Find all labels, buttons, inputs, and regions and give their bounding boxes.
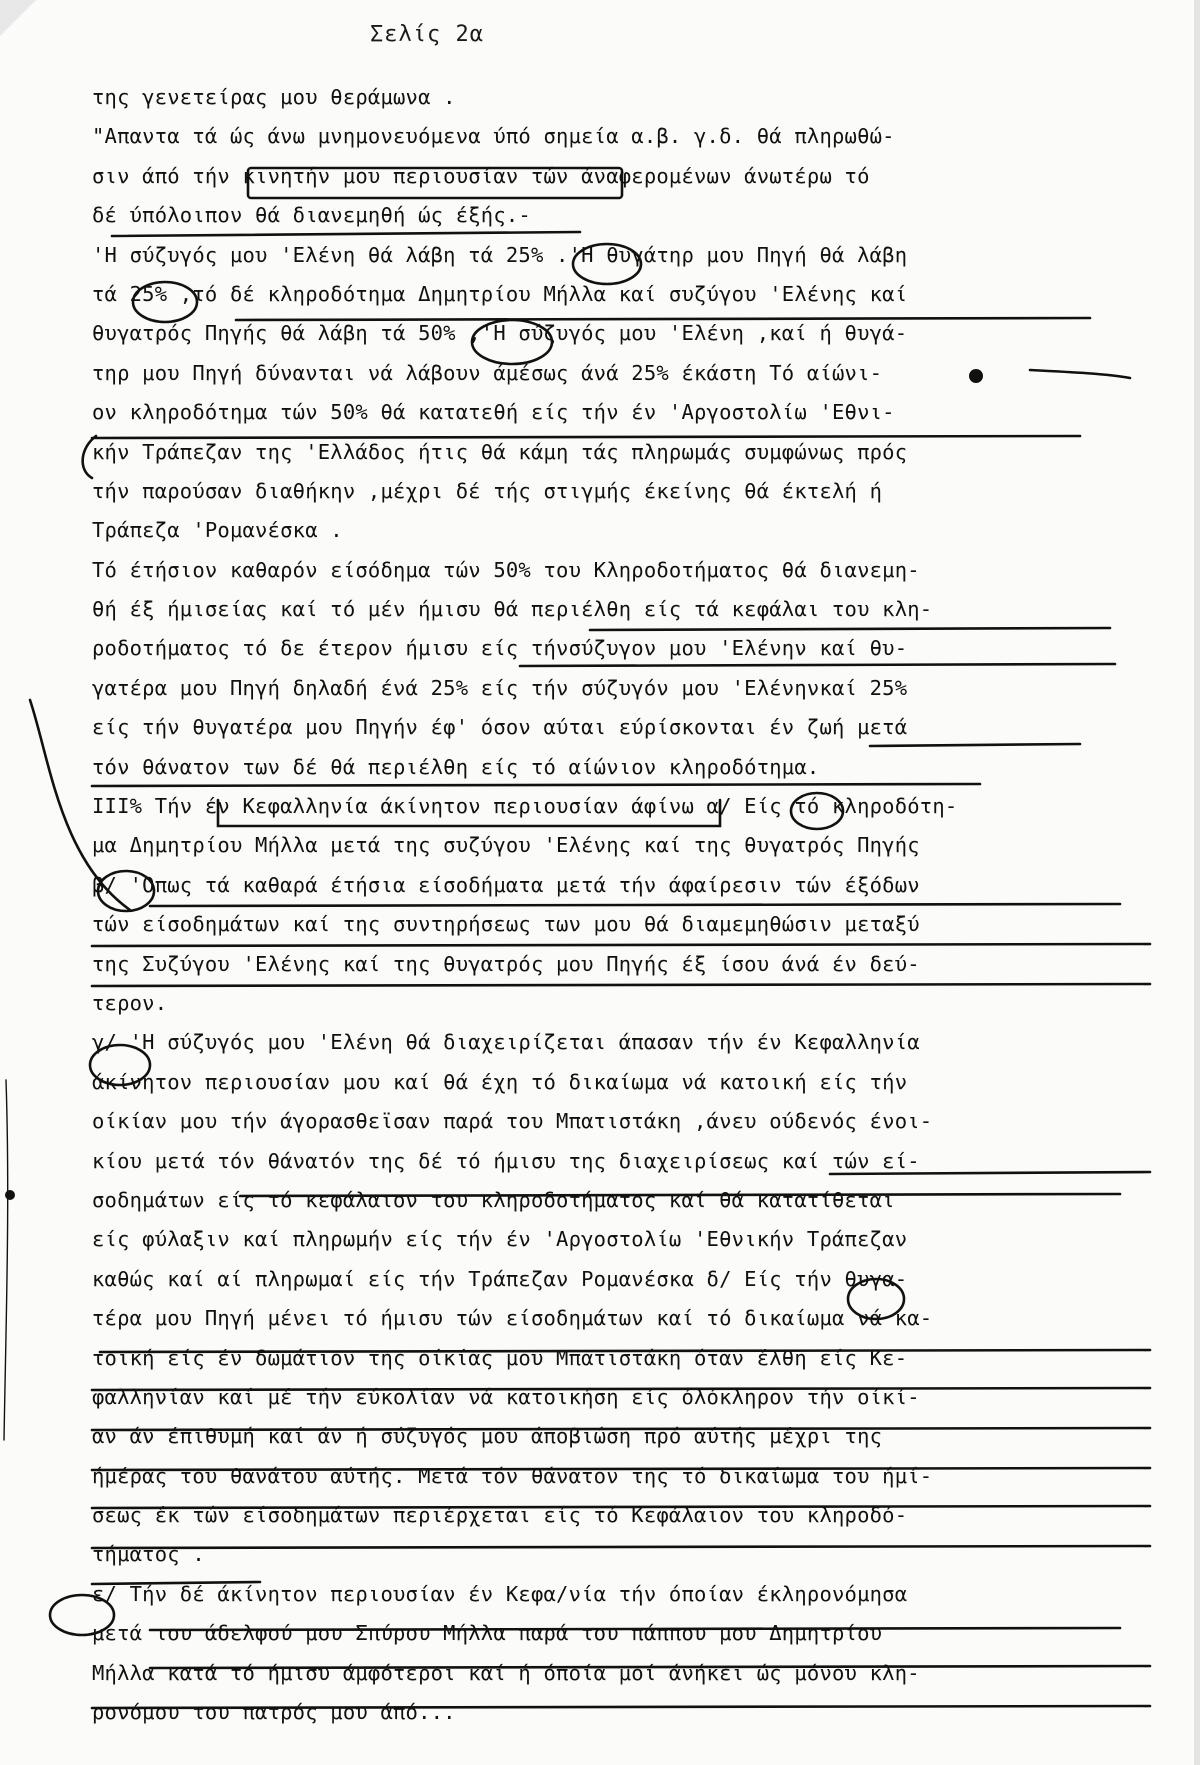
text-line: άκίνητον περιουσίαν μου καί θά έχη τό δικαίωμα νά κατοική είς τήν xyxy=(92,1069,908,1094)
text-line: ρονόμου του πατρός μου άπό... xyxy=(92,1700,456,1725)
page-edge-shadow xyxy=(1194,0,1200,1765)
text-line: τήν παρούσαν διαθήκην ,μέχρι δέ τής στιγμής έκείνης θά έκτελή ή xyxy=(92,478,883,503)
text-line: τερον. xyxy=(92,990,168,1015)
text-line: ροδοτήματος τό δε έτερον ήμισυ είς τήνσύζυγον μου 'Ελένην καί θυ- xyxy=(92,636,908,661)
ink-dot xyxy=(5,1190,15,1200)
text-line: τηρ μου Πηγή δύνανται νά λάβουν άμέσως άνά 25% έκάστη Τό αίώνι- xyxy=(92,360,883,385)
text-line: β/ 'Οπως τά καθαρά έτήσια είσοδήματα μετά τήν άφαίρεσιν τών έξόδων xyxy=(92,872,920,897)
text-line: τόν θάνατον των δέ θά περιέλθη είς τό αίώνιον κληροδότημα. xyxy=(92,754,820,779)
text-line: σιν άπό τήν κινητήν μου περιουσίαν τών άναφερομένων άνωτέρω τό xyxy=(92,163,870,188)
text-line: κίου μετά τόν θάνατόν της δέ τό ήμισυ της διαχειρίσεως καί τών εί- xyxy=(92,1148,920,1173)
text-line: ε/ Τήν δέ άκίνητον περιουσίαν έν Κεφα/νία τήν όποίαν έκληρονόμησα xyxy=(92,1581,908,1606)
text-line: είς φύλαξιν καί πληρωμήν είς τήν έν 'Αργοστολίω 'Εθνικήν Τράπεζαν xyxy=(92,1227,908,1252)
text-line: γατέρα μου Πηγή δηλαδή ένά 25% είς τήν σύζυγόν μου 'Ελένηνκαί 25% xyxy=(92,675,908,700)
text-line: σοδημάτων είς τό κεφάλαιον του κληροδοτήματος καί θά κατατίθεται xyxy=(92,1187,895,1212)
text-line: μετά του άδελφού μου Σπύρου Μήλλα παρά του πάππου μου Δημητρίου xyxy=(92,1621,883,1646)
text-line: τών είσοδημάτων καί της συντηρήσεως των μου θά διαμεμηθώσιν μεταξύ xyxy=(92,912,920,937)
text-line: θυγατρός Πηγής θά λάβη τά 50% ,'Η σύζυγός μου 'Ελένη ,καί ή θυγά- xyxy=(92,321,908,346)
text-line: τήματος . xyxy=(92,1542,205,1567)
text-line: τά 25% ,τό δέ κληροδότημα Δημητρίου Μήλλα καί συζύγου 'Ελένης καί xyxy=(92,281,908,306)
folded-corner xyxy=(0,0,36,36)
text-line: κήν Τράπεζαν της 'Ελλάδος ήτις θά κάμη τάς πληρωμάς συμφώνως πρός xyxy=(92,439,908,464)
text-line: θή έξ ήμισείας καί τό μέν ήμισυ θά περιέλθη είς τά κεφάλαι του κλη- xyxy=(92,597,933,622)
text-line: "Απαντα τά ώς άνω μνημονευόμενα ύπό σημεία α.β. γ.δ. θά πληρωθώ- xyxy=(92,124,895,149)
text-line: τοική είς έν δωμάτιον της οίκίας μου Μπατιστάκη όταν έλθη είς Κε- xyxy=(92,1345,908,1370)
text-line: είς τήν θυγατέρα μου Πηγήν έφ' όσον αύται εύρίσκονται έν ζωή μετά xyxy=(92,715,908,740)
text-line: αν άν έπιθυμή καί άν ή σύζυγός μου άποβιώση πρό αύτής μέχρι της xyxy=(92,1424,883,1449)
text-line: της Συζύγου 'Ελένης καί της θυγατρός μου Πηγής έξ ίσου άνά έν δεύ- xyxy=(92,951,920,976)
text-line: της γενετείρας μου θεράμωνα . xyxy=(92,85,456,109)
page-header: Σελίς 2α xyxy=(370,22,484,47)
text-line: τέρα μου Πηγή μένει τό ήμισυ τών είσοδημάτων καί τό δικαίωμα νά κα- xyxy=(92,1306,933,1331)
text-line: Τράπεζα 'Ρομανέσκα . xyxy=(92,518,343,543)
text-line: φαλληνίαν καί μέ τήν εύκολίαν νά κατοικήση είς όλόκληρον τήν οίκί- xyxy=(92,1384,920,1409)
margin-stroke xyxy=(4,1080,8,1440)
text-line: ον κληροδότημα τών 50% θά κατατεθή είς τήν έν 'Αργοστολίω 'Εθνι- xyxy=(92,400,895,425)
typewritten-body xyxy=(92,78,1152,1732)
text-line: καθώς καί αί πληρωμαί είς τήν Τράπεζαν Ρομανέσκα δ/ Είς τήν θυγα- xyxy=(92,1266,908,1291)
text-line: Τό έτήσιον καθαρόν είσόδημα τών 50% του Κληροδοτήματος θά διανεμη- xyxy=(92,557,920,582)
text-line: οίκίαν μου τήν άγορασθεϊσαν παρά του Μπατιστάκη ,άνευ ούδενός ένοι- xyxy=(92,1109,933,1134)
text-line: δέ ύπόλοιπον θά διανεμηθή ώς έξής.- xyxy=(92,203,531,228)
text-line: ήμέρας του θανάτου αύτής. Μετά τόν θάνατον της τό δικαίωμα του ήμί- xyxy=(92,1463,933,1488)
text-line: Μήλλα κατά τό ήμισυ άμφότεροι καί ή όποία μοί άνήκει ώς μόνου κλη- xyxy=(92,1660,920,1685)
text-line: μα Δημητρίου Μήλλα μετά της συζύγου 'Ελένης καί της θυγατρός Πηγής xyxy=(92,833,920,858)
text-line: III% Τήν έν Κεφαλληνία άκίνητον περιουσίαν άφίνω α/ Είς τό κληροδότη- xyxy=(92,794,958,819)
text-line: γ/ 'Η σύζυγός μου 'Ελένη θά διαχειρίζεται άπασαν τήν έν Κεφαλληνία xyxy=(92,1030,920,1055)
text-line: σεως έκ τών είσοδημάτων περιέρχεται είς τό Κεφάλαιον του κληροδό- xyxy=(92,1503,908,1528)
text-line: 'Η σύζυγός μου 'Ελένη θά λάβη τά 25% .'Η θυγάτηρ μου Πηγή θά λάβη xyxy=(92,242,908,267)
